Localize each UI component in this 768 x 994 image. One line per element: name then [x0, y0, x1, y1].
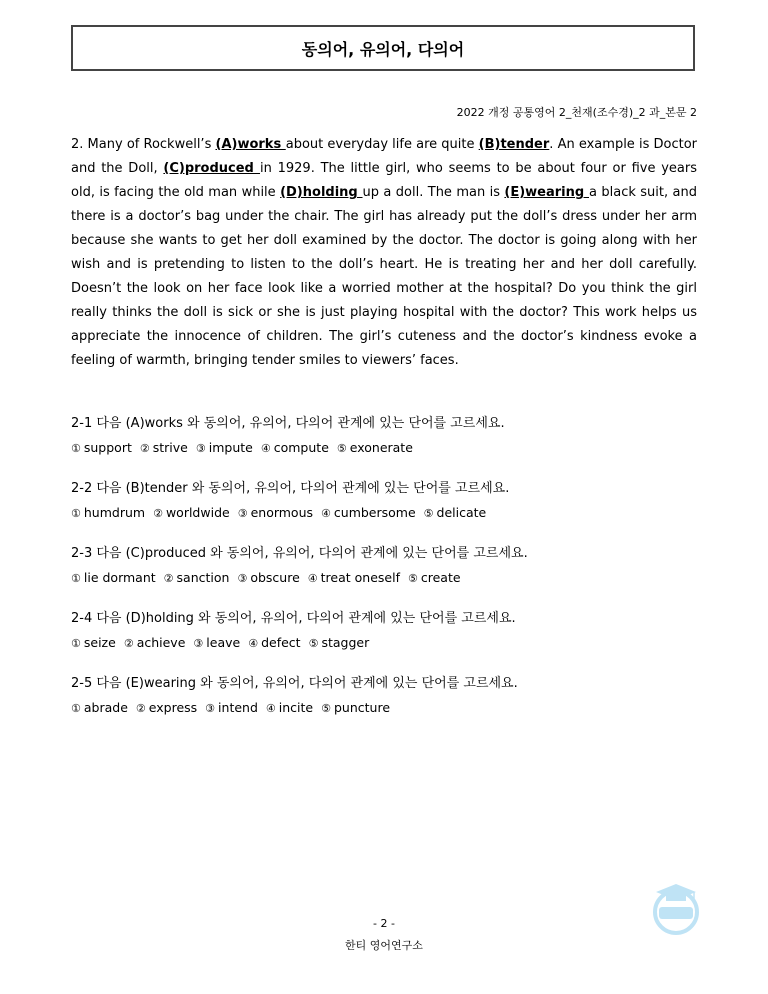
passage-text: up a doll. The man is	[362, 185, 505, 200]
answer-option[interactable]	[408, 570, 461, 585]
answer-option[interactable]	[321, 505, 416, 520]
option-number: ②	[123, 637, 134, 650]
question-prompt: 2-4 다음 (D)holding 와 동의어, 유의어, 다의어 관계에 있는 단어를 고르세요.	[71, 611, 516, 626]
question-prompt: 2-2 다음 (B)tender 와 동의어, 유의어, 다의어 관계에 있는 단어를 고르세요.	[71, 481, 510, 496]
option-text: treat oneself	[320, 570, 400, 585]
title-box	[71, 25, 695, 71]
answer-option[interactable]	[237, 570, 299, 585]
option-text: humdrum	[83, 505, 146, 520]
option-number: ②	[163, 572, 174, 585]
option-number: ①	[71, 442, 81, 455]
passage-text: 2. Many of Rockwell’s	[71, 137, 216, 152]
answer-option[interactable]	[261, 440, 329, 455]
option-number: ⑤	[407, 572, 418, 585]
marked-word-d: (D)holding	[280, 185, 363, 200]
option-text: impute	[208, 440, 253, 455]
option-text: incite	[278, 700, 314, 715]
option-number: ①	[71, 507, 81, 520]
option-number: ⑤	[321, 702, 331, 715]
option-text: achieve	[136, 635, 186, 650]
subtitle: 2022 개정 공통영어 2_천재(조수경)_2 과_본문 2	[456, 106, 697, 119]
option-text: lie dormant	[83, 570, 156, 585]
answer-option[interactable]	[136, 700, 197, 715]
option-text: create	[420, 570, 461, 585]
answer-option[interactable]	[337, 440, 413, 455]
marked-word-e: (E)wearing	[504, 185, 589, 200]
option-number: ②	[153, 507, 163, 520]
option-number: ④	[321, 507, 331, 520]
option-number: ④	[248, 637, 259, 650]
answer-option[interactable]	[71, 505, 145, 520]
option-text: sanction	[176, 570, 230, 585]
question-prompt: 2-1 다음 (A)works 와 동의어, 유의어, 다의어 관계에 있는 단어를 고르세요.	[71, 416, 505, 431]
option-text: defect	[261, 635, 301, 650]
hee-logo-icon	[650, 878, 702, 936]
passage-text: . An example is Doctor and the Doll,	[71, 137, 697, 176]
option-text: puncture	[333, 700, 391, 715]
option-text: leave	[206, 635, 241, 650]
option-number: ③	[195, 442, 206, 455]
answer-option[interactable]	[309, 635, 370, 650]
marked-word-a: (A)works	[215, 137, 286, 152]
option-number: ③	[237, 572, 248, 585]
option-number: ③	[205, 702, 216, 715]
option-number: ③	[237, 507, 248, 520]
footer-org: 한티 영어연구소	[345, 939, 423, 952]
option-list	[71, 635, 377, 650]
marked-word-b: (B)tender	[478, 137, 550, 152]
option-number: ④	[265, 702, 276, 715]
passage-text: a black suit, and there is a doctor’s bag under the chair. The girl has already put the doll’s dress under her arm because she wants to get her doll examined by the doctor. The doctor is going along with her wish and is pretending to listen to the doll’s heart. He is treating her and her doll carefully. Doesn’t the look on her face look like a worried mother at the hospital? Do you think the girl really thinks the doll is sick or she is just playing hospital with the doctor? This work helps us appreciate the innocence of children. The girl’s cuteness and the doctor’s kindness evoke a feeling of warmth, bringing tender smiles to viewers’ faces.	[71, 185, 697, 368]
answer-option[interactable]	[164, 570, 230, 585]
answer-option[interactable]	[193, 635, 240, 650]
question-prompt: 2-3 다음 (C)produced 와 동의어, 유의어, 다의어 관계에 있는 단어를 고르세요.	[71, 546, 528, 561]
answer-option[interactable]	[196, 440, 253, 455]
answer-option[interactable]	[153, 505, 230, 520]
option-text: enormous	[250, 505, 314, 520]
option-number: ②	[139, 442, 150, 455]
option-number: ⑤	[423, 507, 434, 520]
answer-option[interactable]	[424, 505, 487, 520]
option-text: intend	[218, 700, 258, 715]
option-text: worldwide	[165, 505, 230, 520]
option-list	[71, 440, 421, 455]
answer-option[interactable]	[71, 700, 128, 715]
option-number: ①	[71, 702, 81, 715]
option-number: ⑤	[308, 637, 319, 650]
option-text: stagger	[321, 635, 370, 650]
answer-option[interactable]	[140, 440, 188, 455]
option-number: ②	[135, 702, 146, 715]
option-number: ④	[260, 442, 271, 455]
option-text: strive	[152, 440, 188, 455]
answer-option[interactable]	[71, 440, 132, 455]
answer-option[interactable]	[205, 700, 258, 715]
passage-text: about everyday life are quite	[285, 137, 479, 152]
answer-option[interactable]	[124, 635, 186, 650]
option-number: ①	[71, 572, 81, 585]
marked-word-c: (C)produced	[163, 161, 261, 176]
passage-text: in 1929. The little girl, who seems to be about four or five years old, is facing the old man while	[71, 161, 697, 200]
answer-option[interactable]	[248, 635, 300, 650]
answer-option[interactable]	[321, 700, 390, 715]
option-number: ③	[193, 637, 204, 650]
option-list	[71, 505, 494, 520]
option-text: delicate	[436, 505, 487, 520]
option-number: ①	[71, 637, 81, 650]
answer-option[interactable]	[308, 570, 400, 585]
option-text: compute	[273, 440, 329, 455]
option-text: support	[83, 440, 132, 455]
option-text: cumbersome	[333, 505, 416, 520]
answer-option[interactable]	[71, 570, 156, 585]
passage	[71, 133, 697, 373]
option-list	[71, 570, 469, 585]
question-prompt: 2-5 다음 (E)wearing 와 동의어, 유의어, 다의어 관계에 있는 단어를 고르세요.	[71, 676, 518, 691]
page-number: - 2 -	[373, 917, 395, 930]
option-list	[71, 700, 398, 715]
answer-option[interactable]	[71, 635, 116, 650]
option-text: seize	[83, 635, 116, 650]
answer-option[interactable]	[238, 505, 313, 520]
page-title: 동의어, 유의어, 다의어	[301, 39, 465, 59]
answer-option[interactable]	[266, 700, 313, 715]
option-number: ⑤	[336, 442, 347, 455]
option-text: obscure	[250, 570, 300, 585]
option-text: exonerate	[349, 440, 413, 455]
option-text: abrade	[83, 700, 128, 715]
option-text: express	[148, 700, 198, 715]
option-number: ④	[307, 572, 318, 585]
